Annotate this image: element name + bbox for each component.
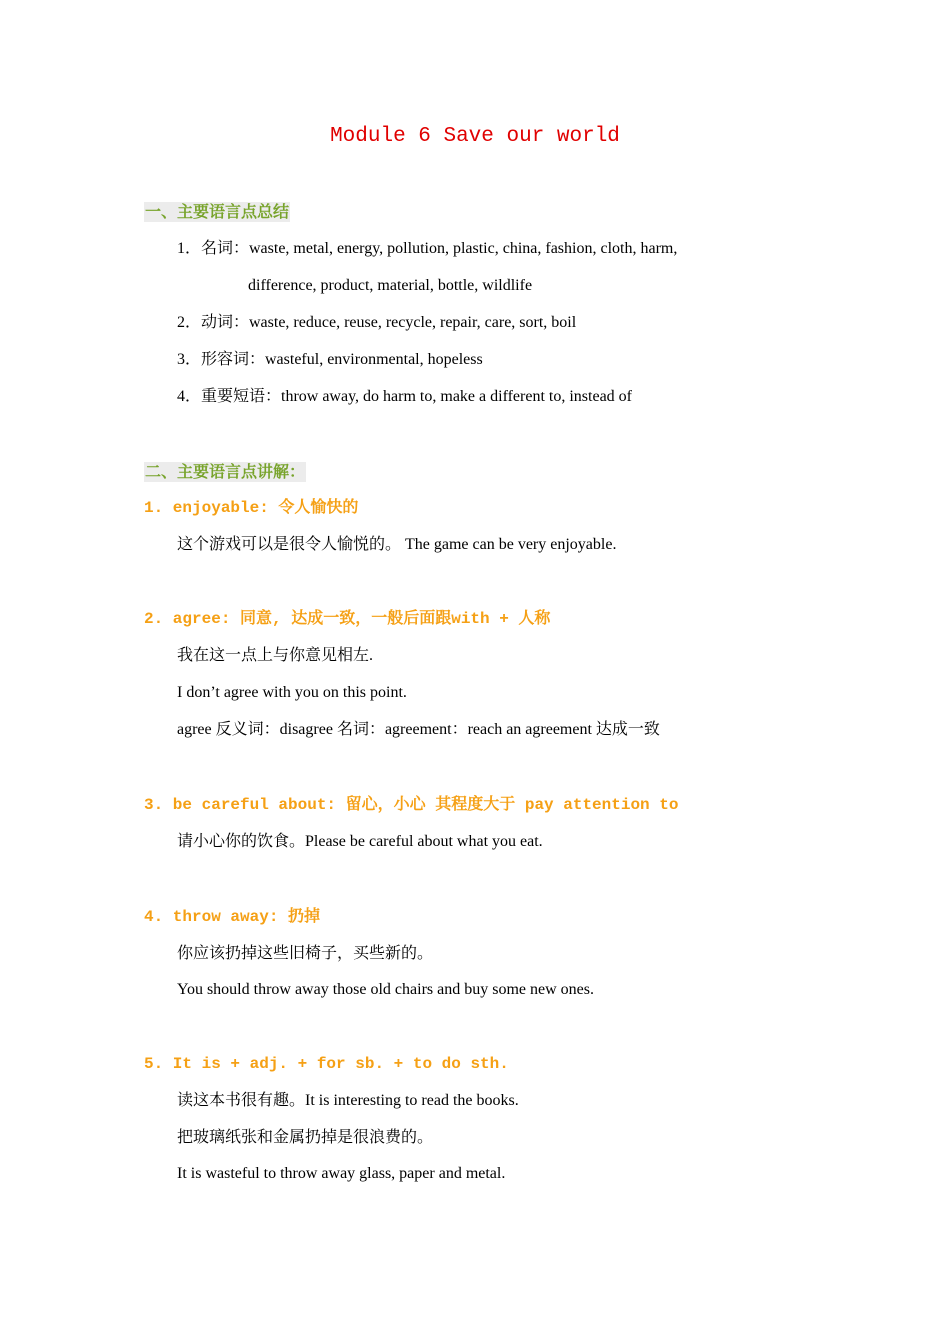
point-heading-agree: 2. agree: 同意, 达成一致，一般后面跟with + 人称 [144, 610, 551, 628]
point-example-line: 请小心你的饮食。Please be careful about what you eat. [177, 833, 543, 850]
point-example-line: 这个游戏可以是很令人愉悦的。 The game can be very enjoyable. [177, 536, 617, 553]
point-example-line: You should throw away those old chairs and buy some new ones. [177, 981, 594, 998]
point-example-line: 把玻璃纸张和金属扔掉是很浪费的。 [177, 1129, 434, 1146]
summary-item-verbs: 2．动词：waste, reduce, reuse, recycle, repair, care, sort, boil [177, 314, 577, 331]
point-example-line: I don’t agree with you on this point. [177, 684, 407, 701]
point-example-line: 你应该扔掉这些旧椅子，买些新的。 [177, 945, 434, 962]
section-heading-summary: 一、主要语言点总结 [145, 202, 290, 221]
section-heading-explanation: 二、主要语言点讲解： [145, 462, 306, 481]
page-title: Module 6 Save our world [330, 125, 620, 148]
point-heading-it-is-adj: 5. It is + adj. + for sb. + to do sth. [144, 1055, 509, 1073]
summary-item-phrases: 4．重要短语：throw away, do harm to, make a different to, instead of [177, 388, 633, 405]
point-heading-enjoyable: 1. enjoyable: 令人愉快的 [144, 499, 359, 517]
point-heading-be-careful-about: 3. be careful about: 留心，小心 其程度大于 pay attention to [144, 796, 679, 814]
point-example-line: agree 反义词：disagree 名词：agreement：reach an agreement 达成一致 [177, 721, 660, 738]
point-heading-throw-away: 4. throw away: 扔掉 [144, 908, 321, 926]
summary-item-nouns-cont: difference, product, material, bottle, wildlife [248, 277, 533, 294]
point-example-line: 读这本书很有趣。It is interesting to read the books. [177, 1092, 519, 1109]
summary-item-adjectives: 3．形容词：wasteful, environmental, hopeless [177, 351, 483, 368]
point-example-line: It is wasteful to throw away glass, paper and metal. [177, 1165, 506, 1182]
point-example-line: 我在这一点上与你意见相左. [177, 647, 374, 664]
summary-item-nouns: 1．名词：waste, metal, energy, pollution, plastic, china, fashion, cloth, harm, [177, 240, 678, 257]
